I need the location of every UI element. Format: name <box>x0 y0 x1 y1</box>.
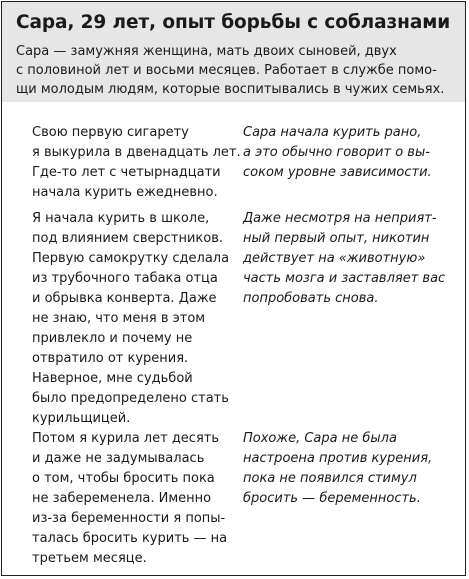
story-line: привлекло и почему не <box>32 331 193 346</box>
story-line: было предопределено стать <box>32 391 229 406</box>
story-line: я выкурила в двенадцать лет. <box>32 145 241 160</box>
sidebar-box <box>1 1 466 576</box>
intro-paragraph <box>16 42 456 99</box>
story-line: из трубочного табака отца <box>32 271 218 286</box>
story-line: Я начала курить в школе, <box>32 211 210 226</box>
story-line: Первую самокрутку сделала <box>32 251 230 266</box>
story-line: начала курить ежедневно. <box>32 185 218 200</box>
story-line: под влиянием сверстников. <box>32 231 224 246</box>
story-text <box>32 123 241 203</box>
intro-line: Сара — замужняя женщина, мать двоих сыновей, двух <box>16 44 397 59</box>
story-line: из-за беременности я попы- <box>32 511 226 526</box>
intro-line: с половиной лет и восьми месяцев. Работает в службе помо- <box>16 63 437 78</box>
comment-line: а это обычно говорит о вы- <box>243 145 430 160</box>
comment-line: настроена против курения, <box>243 451 433 466</box>
comment-line: попробовать снова. <box>243 291 379 306</box>
commentary-text <box>243 123 458 183</box>
comment-line: Похоже, Сара не была <box>243 431 397 446</box>
story-text <box>32 209 232 429</box>
story-line: отвратило от курения. <box>32 351 189 366</box>
story-line: талась бросить курить — на <box>32 531 228 546</box>
story-line: третьем месяце. <box>32 551 147 566</box>
commentary-text <box>243 209 458 309</box>
story-line: и даже не задумывалась <box>32 451 205 466</box>
story-line: не знаю, что меня в этом <box>32 311 206 326</box>
intro-line: щи молодым людям, которые воспитывались в чужих семьях. <box>16 82 445 97</box>
story-line: о том, чтобы бросить пока <box>32 471 215 486</box>
comment-line: пока не появился стимул <box>243 471 417 486</box>
story-text <box>32 429 232 569</box>
story-line: не забеременела. Именно <box>32 491 212 506</box>
comment-line: действует на «животную» <box>243 251 426 266</box>
story-line: и обрывка конверта. Даже <box>32 291 217 306</box>
story-line: Наверное, мне судьбой <box>32 371 193 386</box>
comment-line: часть мозга и заставляет вас <box>243 271 446 286</box>
story-line: курильщицей. <box>32 411 131 426</box>
commentary-text <box>243 429 458 509</box>
comment-line: ный первый опыт, никотин <box>243 231 430 246</box>
story-line: Где-то лет с четырнадцати <box>32 165 221 180</box>
comment-line: Сара начала курить рано, <box>243 125 422 140</box>
box-header <box>2 2 465 102</box>
comment-line: бросить — беременность. <box>243 491 421 506</box>
box-title: Сара, 29 лет, опыт борьбы с соблазнами <box>16 12 451 33</box>
comment-line: Даже несмотря на неприят- <box>243 211 437 226</box>
comment-line: соком уровне зависимости. <box>243 165 432 180</box>
story-line: Потом я курила лет десять <box>32 431 220 446</box>
story-line: Свою первую сигарету <box>32 125 189 140</box>
